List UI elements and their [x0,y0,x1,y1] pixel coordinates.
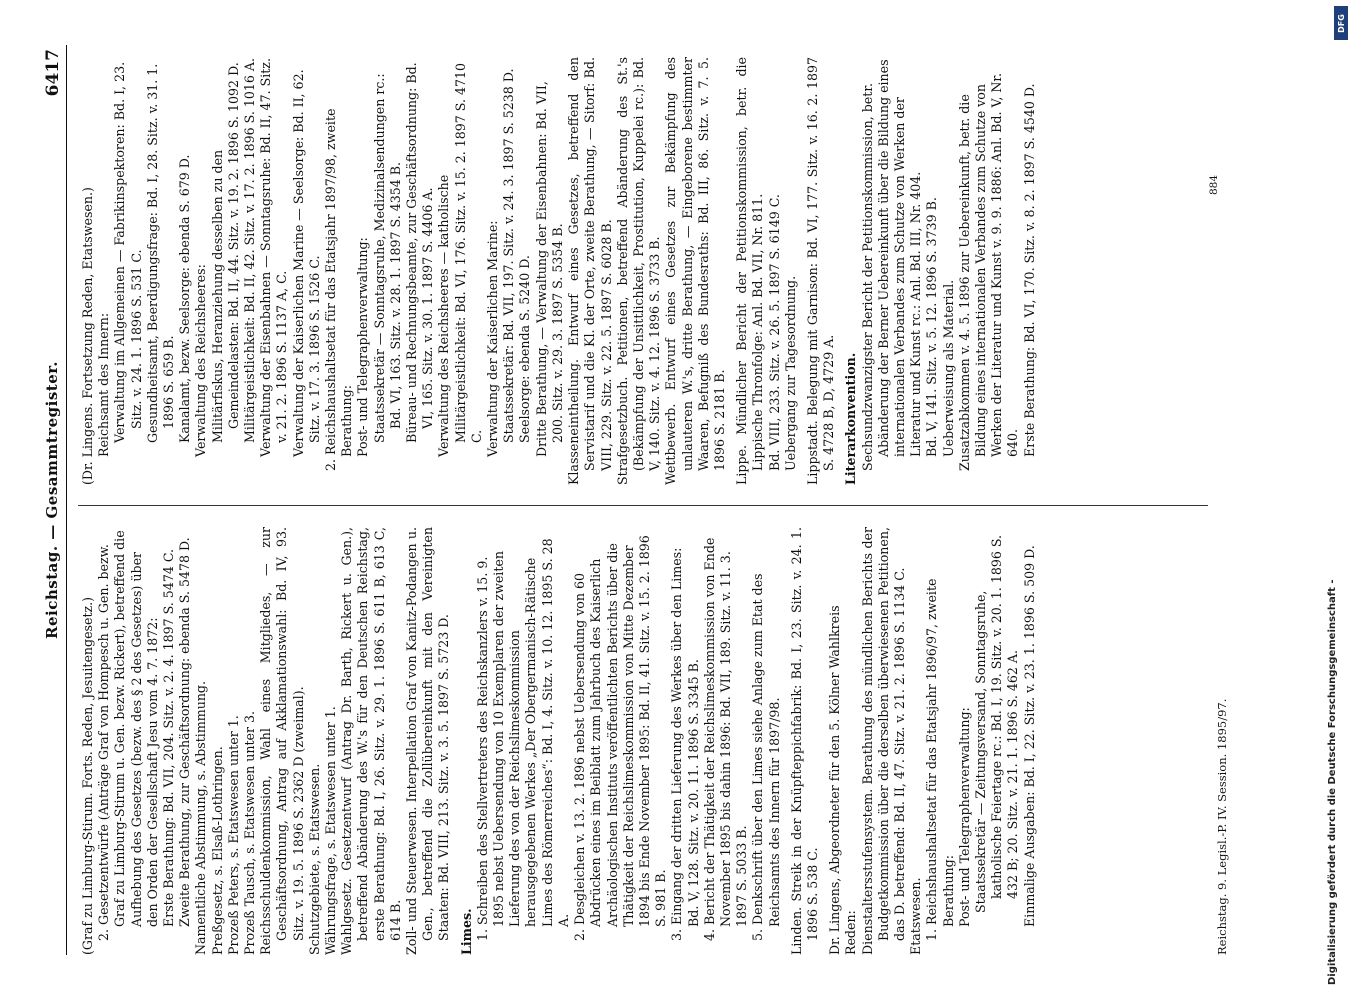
index-entry: 5. Denkschrift über den Limes siehe Anlage zum Etat des Reichsamts des Innern für 1897/98. [750,573,782,941]
index-entry: Preßgesetz, s. Elsaß-Lothringen. [209,746,225,955]
index-entry: Währungsfrage, s. Etatswesen unter 1. [323,706,339,955]
index-entry: Literarkonvention. [843,352,859,485]
index-entry: Verwaltung der Eisenbahnen — Sonntagsruhe: Bd. II, 47. Sitz. v. 21. 2. 1896 S. 1137 A, C. [258,58,290,457]
page-number: 6417 [43,49,63,97]
index-entry: Zweite Berathung, zur Geschäftsordnung: ebenda S. 5478 D. [177,537,193,927]
index-entry: Verwaltung im Allgemeinen — Fabrikinspektoren: Bd. I, 23. Sitz. v. 24. 1. 1896 S. 531 C. [112,61,144,443]
index-entry: Namentliche Abstimmung, s. Abstimmung. [193,680,209,955]
scanned-page [40,45,1310,955]
index-entry: Büreau- und Rechnungsbeamte, zur Geschäftsordnung: Bd. VI, 165. Sitz. v. 30. 1. 1897 S. 4406 A. [404,62,436,443]
index-entry: Seelsorge: ebenda S. 5240 D. [517,255,533,443]
index-entry: Lippstadt. Belegung mit Garnison: Bd. VI, 177. Sitz. v. 16. 2. 1897 S. 4728 B, D, 4729 A. [804,57,837,485]
index-entry: Sechsundzwanzigster Bericht der Petitionskommission, betr. Abänderung der Berner Uebereinkunft über die Bildung eines internationalen Verbandes zum Schutze von Werken der Literatur und Kunst rc.: Anl. Bd. III, Nr. 404. [859,59,924,471]
left-column [80,527,1038,955]
index-entry: Reden: [843,910,859,955]
index-entry: Uebergang zur Tagesordnung. [782,275,798,471]
index-entry: Strafgesetzbuch. Petitionen, betreffend Abänderung des St.'s (Bekämpfung der Unsittlichkeit, Prostitution, Kuppelei rc.): Bd. V, 140. Sitz. v. 4. 12. 1896 S. 3733 B. [614,57,663,485]
index-entry: Lippe. Mündlicher Bericht der Petitionskommission, betr. die Lippische Thronfolge: Anl. Bd. VII, Nr. 811. [734,57,766,485]
index-entry: Ueberweisung als Material. [940,279,956,457]
index-entry: 2. Desgleichen v. 13. 2. 1896 nebst Uebersendung von 60 Abdrücken eines im Beiblatt zum Jahrbuch des Kaiserlich Archäologischen Instituts veröffentlichten Berichts über die Thätigkeit der Reichslimeskommission von Mitte Dezember 1894 bis Ende November 1895: Bd. II, 41. Sitz. v. 15. 2. 1896 S. 981 B. [572,535,669,941]
index-entry: Verwaltung der Kaiserlichen Marine: [485,220,501,457]
index-entry: (Dr. Lingens. Fortsetzung Reden, Etatswesen.) [80,187,95,485]
index-entry: Erste Berathung: Bd. VI, 170. Sitz. v. 8. 2. 1897 S. 4540 D. [1021,83,1037,457]
index-entry: 2. Gesetzentwürfe (Anträge Graf von Hompesch u. Gen. bezw. Graf zu Limburg-Stirum u. Gen. bezw. Rickert), betreffend die Aufhebung des Gesetzes (bezw. des § 2 des Gesetzes) über den Orden der Gesellschaft Jesu vom 4. 7. 1872: [96,530,160,941]
index-entry: Staatssekretär — Sonntagsruhe, Medizinalsendungen rc.: Bd. VI, 163. Sitz. v. 28. 1. 1897 S. 4354 B. [371,73,403,443]
index-entry: Post- und Telegraphenverwaltung: [355,237,371,457]
right-column [80,57,1038,485]
dfg-logo-icon [1334,6,1348,40]
index-entry: Etatswesen. [908,877,924,955]
index-entry: Verwaltung der Kaiserlichen Marine — Seelsorge: Bd. II, 62. Sitz. v. 17. 3. 1896 S. 1526 C. [290,69,322,457]
index-entry: 1. Reichshaushaltsetat für das Etatsjahr 1896/97, zweite Berathung: [924,578,956,941]
footer-session: Reichstag. 9. Legisl.-P. IV. Session. 1895/97. [1215,698,1229,955]
index-entry: Linden. Streik in der Knüpfteppichfabrik: Bd. I, 23. Sitz. v. 24. 1. 1896 S. 538 C. [788,527,820,955]
index-entry: (Graf zu Limburg-Stirum. Forts. Reden, Jesuitengesetz.) [80,596,95,955]
index-entry: Bd. VIII, 233. Sitz. v. 26. 5. 1897 S. 6149 C. [766,194,782,471]
index-entry: Reichsamt des Innern: [96,312,112,457]
index-entry: Bd. V, 141. Sitz. v. 5. 12. 1896 S. 3739 B. [924,197,940,457]
index-entry: Staatssekretär — Zeitungsversand, Sonntagsruhe, katholische Feiertage rc.: Bd. I, 19. Sitz. v. 20. 1. 1896 S. 432 B; 20. Sitz. v. 21. 1. 1896 S. 462 A. [972,534,1021,913]
index-entry: Verwaltung des Reichsheeres — katholische Militärgeistlichkeit: Bd. VI, 176. Sitz. v. 15. 2. 1897 S. 4710 C. [436,62,484,457]
index-entry: Prozeß Tausch, s. Etatswesen unter 3. [242,710,258,955]
index-entry: Dritte Berathung, — Verwaltung der Eisenbahnen: Bd. VII, 200. Sitz. v. 29. 3. 1897 S. 5354 B. [533,81,565,457]
dfg-logo-text: DFG [1336,13,1346,33]
index-entry: Klasseneintheilung. Entwurf eines Gesetzes, betreffend den Servistarif und die Kl. der Orte, zweite Berathung, — Sitorf: Bd. VIII, 229. Sitz. v. 22. 5. 1897 S. 6028 B. [566,57,614,485]
index-entry: Wahlgesetz. Gesetzentwurf (Antrag Dr. Barth, Rickert u. Gen.), betreffend Abänderung des W.'s für den Deutschen Reichstag, erste Berathung: Bd. I, 26. Sitz. v. 29. 1. 1896 S. 611 B, 613 C, 614 B. [339,527,403,955]
index-entry: Limes. [458,908,474,955]
index-entry: Militärfiskus, Heranziehung desselben zu den Gemeindelasten: Bd. II, 44. Sitz. v. 19. 2. 1896 S. 1092 D. [209,62,241,443]
index-entry: Zoll- und Steuerwesen. Interpellation Graf von Kanitz-Podangen u. Gen., betreffend die Zollübereinkunft mit den Vereinigten Staaten: Bd. VIII, 213. Sitz. v. 3. 5. 1897 S. 5723 D. [404,527,452,955]
index-entry: Reichsschuldenkommission, Wahl eines Mitgliedes, — zur Geschäftsordnung, Antrag auf Akklamationswahl: Bd. IV, 93. Sitz. v. 19. 5. 1896 S. 2362 D (zweimal). [258,527,306,955]
index-entry: 2. Reichshaushaltsetat für das Etatsjahr 1897/98, zweite Berathung: [323,108,355,471]
index-entry: Verwaltung des Reichsheeres: [193,264,209,457]
digitization-credit: Digitalisierung gefördert durch die Deutsche Forschungsgemeinschaft - [1327,579,1338,985]
index-entry: Post- und Telegraphenverwaltung: [956,707,972,927]
index-entry: Militärgeistlichkeit: Bd. II, 42. Sitz. v. 17. 2. 1896 S. 1016 A. [242,57,258,443]
footer-number: 884 [1208,174,1220,195]
index-entry: Erste Berathung: Bd. VII, 204. Sitz. v. 2. 4. 1897 S. 5474 C. [161,548,177,927]
index-entry: Gesundheitsamt, Beerdigungsfrage: Bd. I, 28. Sitz. v. 31. 1. 1896 S. 659 B. [144,63,177,443]
page-header [40,45,67,955]
index-entry: 4. Bericht der Thätigkeit der Reichslimeskommission von Ende November 1895 bis dahin 1896: Bd. VII, 189. Sitz. v. 11. 3. 1897 S. 5033 B. [701,537,750,941]
index-entry: Einmalige Ausgaben: Bd. I, 22. Sitz. v. 23. 1. 1896 S. 509 D. [1021,545,1037,927]
index-entry: 1. Schreiben des Stellvertreters des Reichskanzlers v. 15. 9. 1895 nebst Uebersendung von 10 Exemplaren der zweiten Lieferung des von der Reichslimeskommission herausgegebenen Werkes „Der Obergermanisch-Rätische Limes des Römerreiches“: Bd. I, 4. Sitz. v. 10. 12. 1895 S. 28 A. [474,538,571,941]
index-entry: Prozeß Peters, s. Etatswesen unter 1. [225,715,241,955]
index-entry: Staatssekretär: Bd. VII, 197. Sitz. v. 24. 3. 1897 S. 5238 D. [501,68,517,443]
index-entry: Kanalamt, bezw. Seelsorge: ebenda S. 679 D. [177,154,193,443]
column-divider [78,505,1208,506]
page-title: Reichstag. — Gesammtregister. [43,361,61,639]
index-entry: 3. Eingang der dritten Lieferung des Werkes über den Limes: Bd. V, 128. Sitz. v. 20. 11. 1896 S. 3345 B. [669,547,701,941]
index-entry: Dr. Lingens, Abgeordneter für den 5. Kölner Wahlkreis [827,605,843,955]
index-entry: Zusatzabkommen v. 4. 5. 1896 zur Uebereinkunft, betr. die Bildung eines internationalen Verbandes zum Schutze von Werken der Literatur und Kunst v. 9. 9. 1886: Anl. Bd. V, Nr. 640. [956,72,1021,471]
index-entry: Dienstaltersstufensystem. Berathung des mündlichen Berichts der Budgetkommission über die derselben überwiesenen Petitionen, das D. betreffend: Bd. II, 47. Sitz. v. 21. 2. 1896 S. 1134 C. [859,527,907,955]
index-entry: Wettbewerb. Entwurf eines Gesetzes zur Bekämpfung des unlauteren W.'s, dritte Berathung, — Eingeborene bestimmter Waaren, Befugniß des Bundesraths: Bd. III, 86. Sitz. v. 7. 5. 1896 S. 2181 B. [663,57,727,485]
index-entry: Schutzgebiete, s. Etatswesen. [306,763,322,955]
